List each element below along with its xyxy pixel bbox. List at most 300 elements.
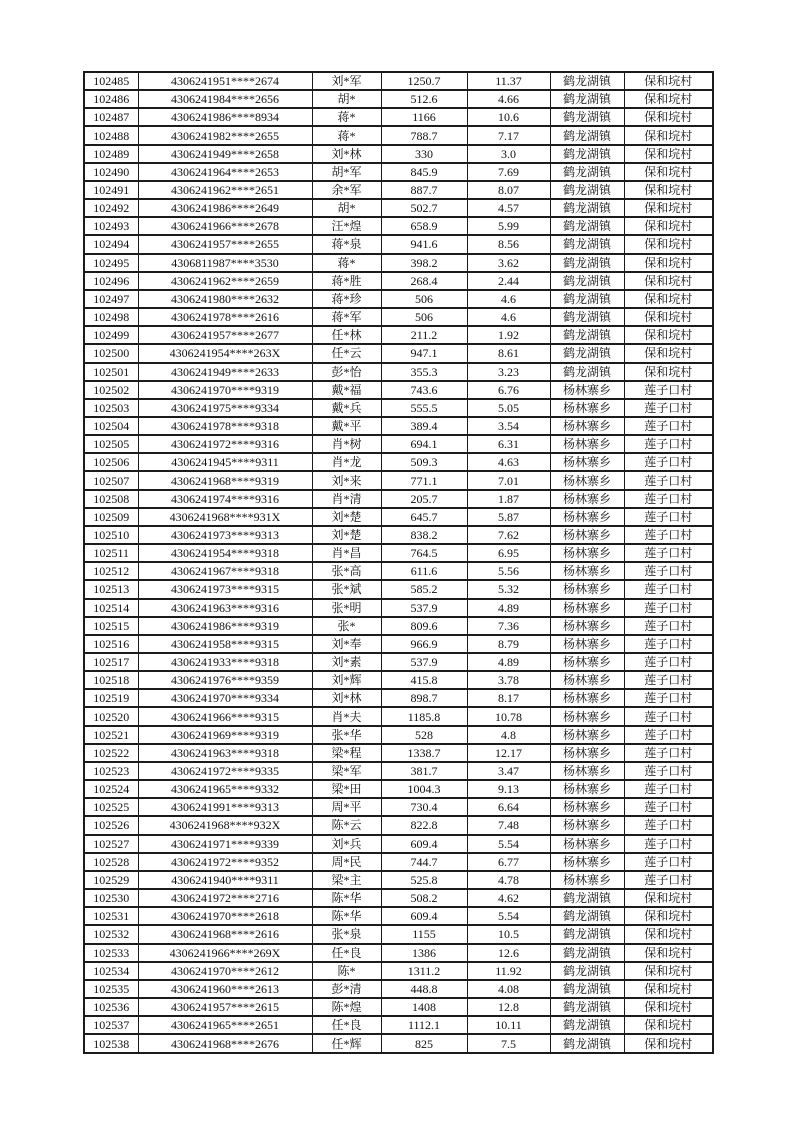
table-row — [84, 925, 713, 943]
cell-amount: 845.9 — [381, 163, 467, 181]
table-row — [84, 326, 713, 344]
cell-serial: 102529 — [84, 871, 138, 889]
cell-name: 张*斌 — [312, 580, 381, 598]
cell-serial: 102521 — [84, 726, 138, 744]
cell-name: 张*泉 — [312, 925, 381, 943]
cell-name: 陈*华 — [312, 907, 381, 925]
cell-rate: 3.0 — [467, 145, 550, 163]
cell-id-number: 4306241957****2655 — [138, 235, 312, 253]
cell-rate: 12.17 — [467, 744, 550, 762]
cell-township: 杨林寨乡 — [550, 399, 624, 417]
cell-serial: 102490 — [84, 163, 138, 181]
cell-id-number: 4306241975****9334 — [138, 399, 312, 417]
cell-township: 鹤龙湖镇 — [550, 998, 624, 1016]
cell-id-number: 4306241968****2676 — [138, 1034, 312, 1053]
cell-village: 莲子口村 — [624, 798, 713, 816]
cell-rate: 4.89 — [467, 653, 550, 671]
cell-amount: 528 — [381, 726, 467, 744]
table-row — [84, 744, 713, 762]
cell-rate: 6.77 — [467, 853, 550, 871]
cell-id-number: 4306241978****2616 — [138, 308, 312, 326]
table-row — [84, 235, 713, 253]
table-row — [84, 599, 713, 617]
cell-amount: 966.9 — [381, 635, 467, 653]
cell-amount: 1338.7 — [381, 744, 467, 762]
cell-id-number: 4306241972****9316 — [138, 435, 312, 453]
cell-serial: 102523 — [84, 762, 138, 780]
cell-rate: 4.63 — [467, 453, 550, 471]
cell-amount: 508.2 — [381, 889, 467, 907]
cell-id-number: 4306241980****2632 — [138, 290, 312, 308]
cell-name: 陈*华 — [312, 889, 381, 907]
cell-township: 杨林寨乡 — [550, 617, 624, 635]
cell-name: 刘*军 — [312, 72, 381, 90]
cell-serial: 102512 — [84, 562, 138, 580]
cell-serial: 102533 — [84, 944, 138, 962]
cell-id-number: 4306241972****2716 — [138, 889, 312, 907]
cell-name: 刘*兵 — [312, 835, 381, 853]
cell-village: 莲子口村 — [624, 726, 713, 744]
cell-township: 杨林寨乡 — [550, 417, 624, 435]
cell-name: 蒋*泉 — [312, 235, 381, 253]
cell-rate: 1.87 — [467, 490, 550, 508]
cell-id-number: 4306241954****9318 — [138, 544, 312, 562]
cell-village: 莲子口村 — [624, 490, 713, 508]
table-row — [84, 72, 713, 90]
cell-name: 任*云 — [312, 344, 381, 362]
table-row — [84, 290, 713, 308]
cell-rate: 10.5 — [467, 925, 550, 943]
cell-name: 胡*军 — [312, 163, 381, 181]
cell-name: 刘*楚 — [312, 526, 381, 544]
records-table-body — [84, 72, 713, 1053]
table-row — [84, 526, 713, 544]
table-row — [84, 889, 713, 907]
cell-serial: 102498 — [84, 308, 138, 326]
cell-village: 莲子口村 — [624, 707, 713, 725]
cell-amount: 1185.8 — [381, 707, 467, 725]
cell-serial: 102507 — [84, 471, 138, 489]
cell-serial: 102527 — [84, 835, 138, 853]
cell-name: 刘*林 — [312, 145, 381, 163]
cell-id-number: 4306241963****9316 — [138, 599, 312, 617]
cell-serial: 102504 — [84, 417, 138, 435]
cell-village: 莲子口村 — [624, 816, 713, 834]
table-row — [84, 707, 713, 725]
cell-id-number: 4306241966****2678 — [138, 217, 312, 235]
table-row — [84, 453, 713, 471]
cell-village: 保和垸村 — [624, 1016, 713, 1034]
cell-name: 蒋*珍 — [312, 290, 381, 308]
cell-township: 鹤龙湖镇 — [550, 217, 624, 235]
cell-id-number: 4306241962****2659 — [138, 272, 312, 290]
cell-name: 任*良 — [312, 944, 381, 962]
cell-name: 肖*树 — [312, 435, 381, 453]
cell-name: 汪*煌 — [312, 217, 381, 235]
cell-amount: 415.8 — [381, 671, 467, 689]
cell-id-number: 4306241963****9318 — [138, 744, 312, 762]
cell-name: 周*民 — [312, 853, 381, 871]
cell-rate: 1.92 — [467, 326, 550, 344]
table-row — [84, 762, 713, 780]
cell-township: 杨林寨乡 — [550, 744, 624, 762]
cell-amount: 389.4 — [381, 417, 467, 435]
table-row — [84, 944, 713, 962]
cell-id-number: 4306241972****9352 — [138, 853, 312, 871]
cell-village: 保和垸村 — [624, 72, 713, 90]
cell-village: 保和垸村 — [624, 290, 713, 308]
cell-amount: 788.7 — [381, 126, 467, 144]
cell-serial: 102510 — [84, 526, 138, 544]
cell-serial: 102526 — [84, 816, 138, 834]
cell-serial: 102524 — [84, 780, 138, 798]
cell-serial: 102535 — [84, 980, 138, 998]
cell-amount: 609.4 — [381, 835, 467, 853]
table-row — [84, 907, 713, 925]
cell-village: 莲子口村 — [624, 526, 713, 544]
cell-township: 鹤龙湖镇 — [550, 72, 624, 90]
table-row — [84, 344, 713, 362]
cell-amount: 509.3 — [381, 453, 467, 471]
cell-rate: 6.31 — [467, 435, 550, 453]
cell-rate: 3.78 — [467, 671, 550, 689]
cell-village: 保和垸村 — [624, 199, 713, 217]
cell-id-number: 4306241949****2633 — [138, 363, 312, 381]
cell-amount: 609.4 — [381, 907, 467, 925]
cell-serial: 102528 — [84, 853, 138, 871]
cell-id-number: 4306241986****2649 — [138, 199, 312, 217]
cell-id-number: 4306241933****9318 — [138, 653, 312, 671]
cell-township: 杨林寨乡 — [550, 653, 624, 671]
cell-id-number: 4306241940****9311 — [138, 871, 312, 889]
cell-village: 莲子口村 — [624, 762, 713, 780]
cell-amount: 268.4 — [381, 272, 467, 290]
cell-rate: 4.6 — [467, 308, 550, 326]
cell-id-number: 4306241970****9319 — [138, 381, 312, 399]
cell-id-number: 4306241962****2651 — [138, 181, 312, 199]
cell-id-number: 4306241965****9332 — [138, 780, 312, 798]
cell-name: 张*明 — [312, 599, 381, 617]
cell-id-number: 4306241954****263X — [138, 344, 312, 362]
cell-amount: 502.7 — [381, 199, 467, 217]
cell-township: 杨林寨乡 — [550, 816, 624, 834]
cell-id-number: 4306241966****269X — [138, 944, 312, 962]
table-row — [84, 471, 713, 489]
cell-amount: 1386 — [381, 944, 467, 962]
cell-amount: 1155 — [381, 925, 467, 943]
cell-name: 张*华 — [312, 726, 381, 744]
cell-name: 梁*军 — [312, 762, 381, 780]
cell-serial: 102488 — [84, 126, 138, 144]
cell-township: 杨林寨乡 — [550, 599, 624, 617]
table-row — [84, 435, 713, 453]
cell-amount: 743.6 — [381, 381, 467, 399]
cell-serial: 102493 — [84, 217, 138, 235]
cell-serial: 102520 — [84, 707, 138, 725]
cell-township: 杨林寨乡 — [550, 689, 624, 707]
cell-id-number: 4306241966****9315 — [138, 707, 312, 725]
cell-id-number: 4306241991****9313 — [138, 798, 312, 816]
cell-township: 鹤龙湖镇 — [550, 254, 624, 272]
cell-amount: 205.7 — [381, 490, 467, 508]
cell-id-number: 4306241968****932X — [138, 816, 312, 834]
table-row — [84, 508, 713, 526]
cell-amount: 1311.2 — [381, 962, 467, 980]
table-row — [84, 671, 713, 689]
cell-serial: 102501 — [84, 363, 138, 381]
cell-rate: 4.78 — [467, 871, 550, 889]
cell-amount: 1408 — [381, 998, 467, 1016]
table-row — [84, 998, 713, 1016]
cell-rate: 5.32 — [467, 580, 550, 598]
cell-serial: 102489 — [84, 145, 138, 163]
cell-township: 鹤龙湖镇 — [550, 308, 624, 326]
cell-id-number: 4306241984****2656 — [138, 90, 312, 108]
cell-village: 保和垸村 — [624, 235, 713, 253]
cell-village: 莲子口村 — [624, 453, 713, 471]
cell-id-number: 4306241957****2615 — [138, 998, 312, 1016]
cell-amount: 822.8 — [381, 816, 467, 834]
table-row — [84, 835, 713, 853]
cell-amount: 898.7 — [381, 689, 467, 707]
cell-township: 鹤龙湖镇 — [550, 90, 624, 108]
cell-township: 杨林寨乡 — [550, 835, 624, 853]
cell-serial: 102494 — [84, 235, 138, 253]
cell-name: 刘*辉 — [312, 671, 381, 689]
cell-amount: 694.1 — [381, 435, 467, 453]
cell-serial: 102506 — [84, 453, 138, 471]
cell-village: 莲子口村 — [624, 381, 713, 399]
cell-amount: 506 — [381, 308, 467, 326]
cell-serial: 102505 — [84, 435, 138, 453]
cell-id-number: 4306241982****2655 — [138, 126, 312, 144]
cell-id-number: 4306241968****2616 — [138, 925, 312, 943]
cell-township: 鹤龙湖镇 — [550, 108, 624, 126]
cell-name: 刘*素 — [312, 653, 381, 671]
cell-village: 莲子口村 — [624, 635, 713, 653]
cell-name: 刘*奉 — [312, 635, 381, 653]
cell-township: 杨林寨乡 — [550, 798, 624, 816]
cell-township: 鹤龙湖镇 — [550, 235, 624, 253]
table-row — [84, 126, 713, 144]
cell-rate: 8.79 — [467, 635, 550, 653]
cell-serial: 102538 — [84, 1034, 138, 1053]
table-row — [84, 798, 713, 816]
cell-id-number: 4306241974****9316 — [138, 490, 312, 508]
cell-amount: 381.7 — [381, 762, 467, 780]
cell-amount: 764.5 — [381, 544, 467, 562]
cell-id-number: 4306241958****9315 — [138, 635, 312, 653]
cell-amount: 838.2 — [381, 526, 467, 544]
cell-township: 鹤龙湖镇 — [550, 163, 624, 181]
cell-township: 杨林寨乡 — [550, 526, 624, 544]
table-row — [84, 544, 713, 562]
cell-township: 鹤龙湖镇 — [550, 199, 624, 217]
cell-township: 鹤龙湖镇 — [550, 272, 624, 290]
cell-rate: 3.23 — [467, 363, 550, 381]
cell-village: 保和垸村 — [624, 925, 713, 943]
cell-serial: 102486 — [84, 90, 138, 108]
cell-village: 保和垸村 — [624, 217, 713, 235]
cell-rate: 8.07 — [467, 181, 550, 199]
cell-id-number: 4306241970****2612 — [138, 962, 312, 980]
cell-village: 莲子口村 — [624, 471, 713, 489]
cell-township: 杨林寨乡 — [550, 435, 624, 453]
cell-township: 杨林寨乡 — [550, 671, 624, 689]
cell-township: 鹤龙湖镇 — [550, 290, 624, 308]
cell-name: 肖*昌 — [312, 544, 381, 562]
cell-rate: 5.05 — [467, 399, 550, 417]
cell-village: 保和垸村 — [624, 944, 713, 962]
cell-name: 刘*林 — [312, 689, 381, 707]
cell-serial: 102500 — [84, 344, 138, 362]
cell-serial: 102491 — [84, 181, 138, 199]
cell-amount: 537.9 — [381, 653, 467, 671]
cell-township: 杨林寨乡 — [550, 381, 624, 399]
table-row — [84, 381, 713, 399]
cell-township: 杨林寨乡 — [550, 508, 624, 526]
cell-name: 梁*主 — [312, 871, 381, 889]
cell-township: 杨林寨乡 — [550, 853, 624, 871]
cell-rate: 10.78 — [467, 707, 550, 725]
cell-rate: 8.17 — [467, 689, 550, 707]
table-row — [84, 363, 713, 381]
cell-rate: 4.6 — [467, 290, 550, 308]
cell-amount: 941.6 — [381, 235, 467, 253]
cell-village: 莲子口村 — [624, 853, 713, 871]
cell-serial: 102511 — [84, 544, 138, 562]
cell-village: 莲子口村 — [624, 544, 713, 562]
cell-id-number: 4306241945****9311 — [138, 453, 312, 471]
cell-serial: 102503 — [84, 399, 138, 417]
table-row — [84, 816, 713, 834]
cell-rate: 5.99 — [467, 217, 550, 235]
cell-serial: 102537 — [84, 1016, 138, 1034]
cell-rate: 7.01 — [467, 471, 550, 489]
cell-id-number: 4306241973****9315 — [138, 580, 312, 598]
cell-amount: 887.7 — [381, 181, 467, 199]
cell-name: 任*林 — [312, 326, 381, 344]
cell-amount: 809.6 — [381, 617, 467, 635]
table-row — [84, 417, 713, 435]
cell-id-number: 4306811987****3530 — [138, 254, 312, 272]
cell-amount: 1004.3 — [381, 780, 467, 798]
cell-id-number: 4306241967****9318 — [138, 562, 312, 580]
cell-rate: 6.64 — [467, 798, 550, 816]
cell-rate: 4.08 — [467, 980, 550, 998]
cell-village: 保和垸村 — [624, 344, 713, 362]
cell-rate: 7.48 — [467, 816, 550, 834]
cell-name: 戴*福 — [312, 381, 381, 399]
cell-township: 杨林寨乡 — [550, 726, 624, 744]
cell-village: 莲子口村 — [624, 835, 713, 853]
cell-serial: 102509 — [84, 508, 138, 526]
cell-rate: 12.6 — [467, 944, 550, 962]
cell-id-number: 4306241968****9319 — [138, 471, 312, 489]
cell-id-number: 4306241971****9339 — [138, 835, 312, 853]
table-row — [84, 254, 713, 272]
table-row — [84, 980, 713, 998]
table-row — [84, 853, 713, 871]
table-row — [84, 490, 713, 508]
cell-serial: 102496 — [84, 272, 138, 290]
cell-name: 梁*田 — [312, 780, 381, 798]
cell-serial: 102502 — [84, 381, 138, 399]
cell-id-number: 4306241976****9359 — [138, 671, 312, 689]
cell-serial: 102515 — [84, 617, 138, 635]
cell-village: 莲子口村 — [624, 617, 713, 635]
cell-serial: 102534 — [84, 962, 138, 980]
cell-serial: 102531 — [84, 907, 138, 925]
cell-id-number: 4306241986****8934 — [138, 108, 312, 126]
cell-amount: 1166 — [381, 108, 467, 126]
cell-township: 鹤龙湖镇 — [550, 326, 624, 344]
cell-township: 杨林寨乡 — [550, 635, 624, 653]
cell-rate: 7.36 — [467, 617, 550, 635]
cell-id-number: 4306241970****2618 — [138, 907, 312, 925]
cell-rate: 5.56 — [467, 562, 550, 580]
cell-township: 杨林寨乡 — [550, 490, 624, 508]
cell-serial: 102499 — [84, 326, 138, 344]
cell-amount: 730.4 — [381, 798, 467, 816]
table-row — [84, 163, 713, 181]
cell-rate: 7.17 — [467, 126, 550, 144]
cell-village: 莲子口村 — [624, 671, 713, 689]
cell-township: 鹤龙湖镇 — [550, 344, 624, 362]
cell-rate: 10.11 — [467, 1016, 550, 1034]
cell-name: 任*辉 — [312, 1034, 381, 1053]
cell-township: 杨林寨乡 — [550, 453, 624, 471]
cell-amount: 555.5 — [381, 399, 467, 417]
cell-township: 鹤龙湖镇 — [550, 181, 624, 199]
cell-amount: 825 — [381, 1034, 467, 1053]
cell-name: 彭*怡 — [312, 363, 381, 381]
cell-village: 保和垸村 — [624, 254, 713, 272]
cell-serial: 102495 — [84, 254, 138, 272]
cell-rate: 7.5 — [467, 1034, 550, 1053]
table-row — [84, 871, 713, 889]
cell-township: 杨林寨乡 — [550, 562, 624, 580]
cell-amount: 611.6 — [381, 562, 467, 580]
cell-name: 刘*楚 — [312, 508, 381, 526]
cell-name: 陈* — [312, 962, 381, 980]
cell-id-number: 4306241973****9313 — [138, 526, 312, 544]
cell-serial: 102522 — [84, 744, 138, 762]
cell-amount: 448.8 — [381, 980, 467, 998]
table-row — [84, 617, 713, 635]
cell-amount: 525.8 — [381, 871, 467, 889]
cell-township: 鹤龙湖镇 — [550, 145, 624, 163]
cell-village: 莲子口村 — [624, 780, 713, 798]
cell-rate: 6.76 — [467, 381, 550, 399]
cell-rate: 4.57 — [467, 199, 550, 217]
cell-rate: 11.37 — [467, 72, 550, 90]
cell-serial: 102508 — [84, 490, 138, 508]
table-row — [84, 145, 713, 163]
cell-village: 保和垸村 — [624, 907, 713, 925]
cell-village: 莲子口村 — [624, 744, 713, 762]
cell-id-number: 4306241969****9319 — [138, 726, 312, 744]
cell-rate: 7.69 — [467, 163, 550, 181]
cell-name: 蒋* — [312, 108, 381, 126]
cell-amount: 658.9 — [381, 217, 467, 235]
cell-rate: 9.13 — [467, 780, 550, 798]
table-row — [84, 181, 713, 199]
cell-village: 莲子口村 — [624, 580, 713, 598]
cell-village: 保和垸村 — [624, 90, 713, 108]
cell-village: 保和垸村 — [624, 108, 713, 126]
cell-rate: 3.54 — [467, 417, 550, 435]
